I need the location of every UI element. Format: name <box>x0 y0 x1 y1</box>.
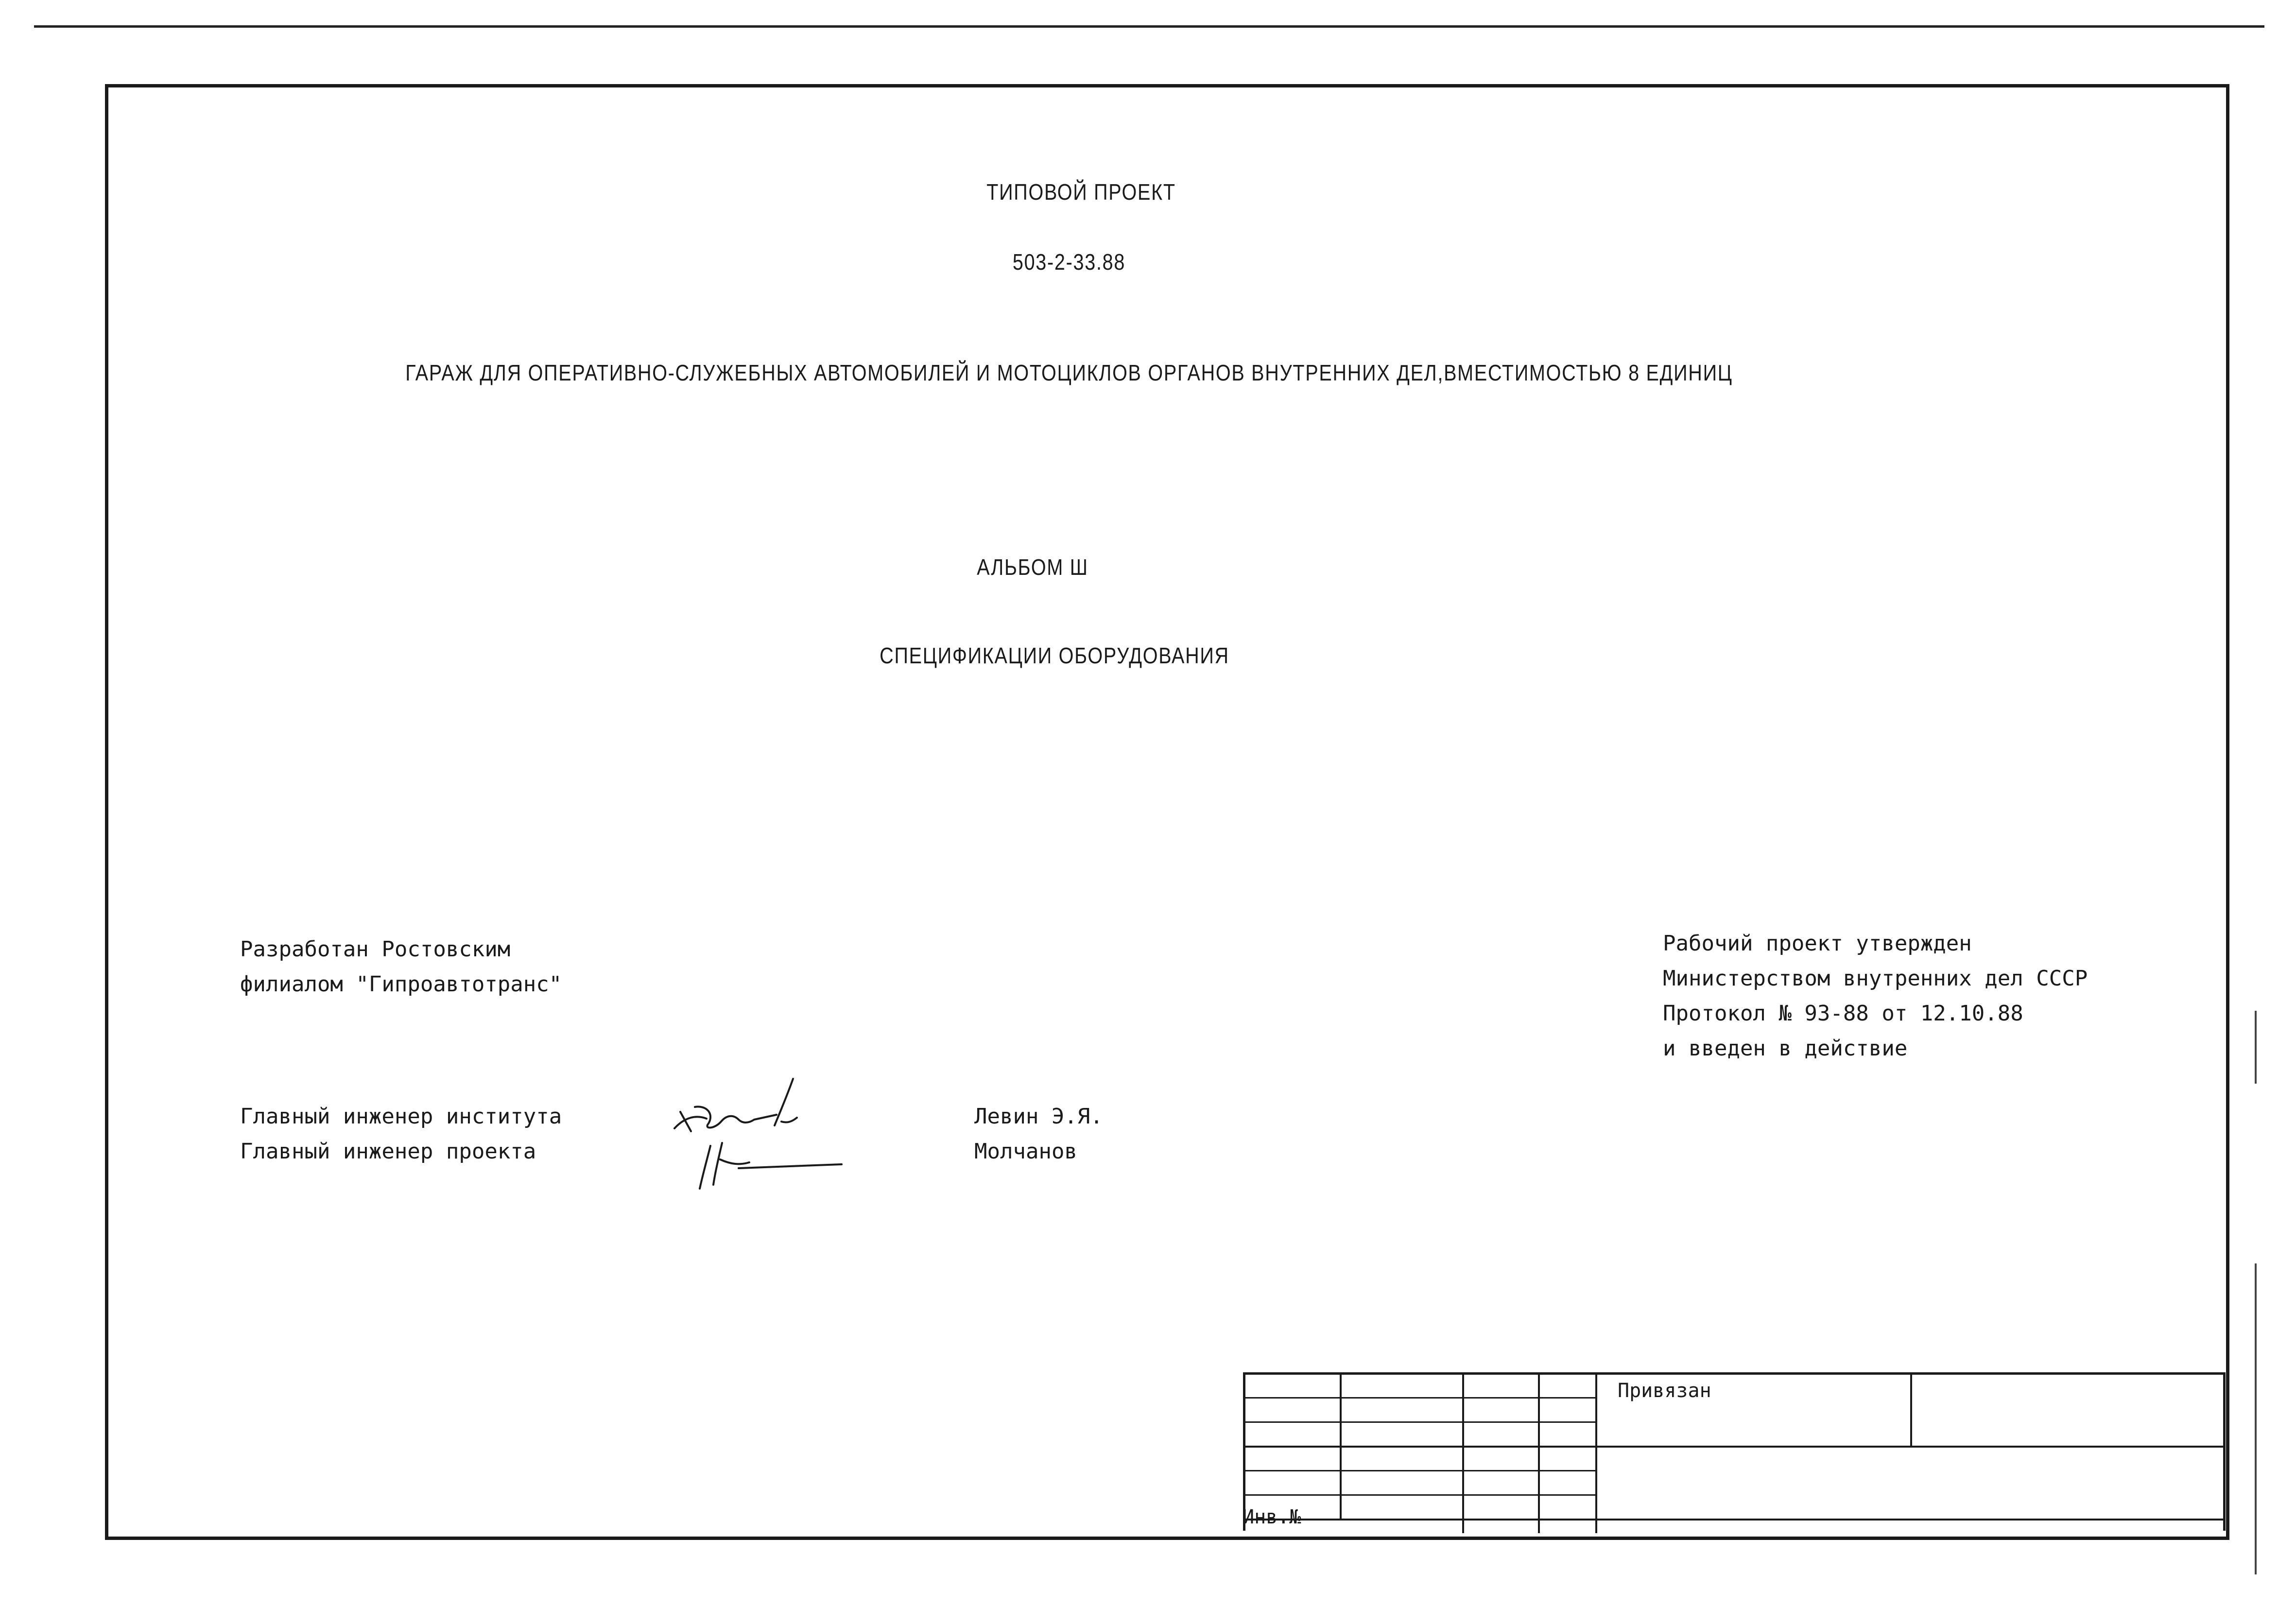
signatory-role: Главный инженер проекта <box>240 1139 536 1164</box>
signatory-role: Главный инженер института <box>240 1104 562 1129</box>
album-label: АЛЬБОМ Ш <box>977 554 1088 580</box>
title-block-row-line <box>1245 1446 2223 1448</box>
signatory-name: Молчанов <box>974 1139 1077 1164</box>
signatory-name: Левин Э.Я. <box>974 1104 1103 1129</box>
album-subtitle: СПЕЦИФИКАЦИИ ОБОРУДОВАНИЯ <box>880 643 1229 668</box>
drawing-frame <box>105 84 2229 1540</box>
title-block <box>1243 1372 2226 1531</box>
approval-line: Министерством внутренних дел СССР <box>1663 966 2088 991</box>
signature-chief-engineer-project <box>700 1143 842 1189</box>
title-block-row-line <box>1245 1494 1595 1496</box>
inventory-number-label: Инв.№ <box>1243 1506 1301 1528</box>
developer-block <box>240 932 562 1002</box>
signatory-names <box>974 1099 1103 1169</box>
project-title: ГАРАЖ ДЛЯ ОПЕРАТИВНО-СЛУЖЕБНЫХ АВТОМОБИЛЕЙ И МОТОЦИКЛОВ ОРГАНОВ ВНУТРЕННИХ ДЕЛ,ВМЕСТИМОСТЬЮ 8 ЕДИНИЦ <box>405 360 1733 385</box>
approval-line: Рабочий проект утвержден <box>1663 931 1972 956</box>
handwritten-signatures <box>666 1069 870 1195</box>
sheet-top-edge <box>34 25 2264 28</box>
developer-line: филиалом "Гипроавтотранс" <box>240 972 562 997</box>
approval-line: и введен в действие <box>1663 1036 1908 1061</box>
approval-block <box>1663 926 2088 1066</box>
title-block-col-line <box>1340 1375 1342 1519</box>
doc-type-label: ТИПОВОЙ ПРОЕКТ <box>986 179 1176 205</box>
title-block-row-line <box>1245 1470 1595 1471</box>
sheet-right-edge-mark <box>2255 1011 2257 1084</box>
title-block-row-line <box>1245 1397 1595 1399</box>
sheet-right-edge-mark <box>2255 1263 2257 1574</box>
project-number: 503-2-33.88 <box>1012 249 1126 275</box>
title-block-col-line <box>1595 1375 1597 1533</box>
title-block-col-line <box>1910 1375 1912 1446</box>
approval-line: Протокол № 93-88 от 12.10.88 <box>1663 1001 2023 1026</box>
title-block-row-line <box>1245 1519 2223 1521</box>
developer-line: Разработан Ростовским <box>240 937 511 962</box>
title-block-col-line <box>1538 1375 1540 1533</box>
signatory-roles <box>240 1099 562 1169</box>
title-block-col-line <box>1462 1375 1464 1533</box>
signature-chief-engineer-institute <box>674 1079 797 1131</box>
bound-label: Привязан <box>1618 1380 1711 1402</box>
title-block-row-line <box>1245 1421 1595 1423</box>
